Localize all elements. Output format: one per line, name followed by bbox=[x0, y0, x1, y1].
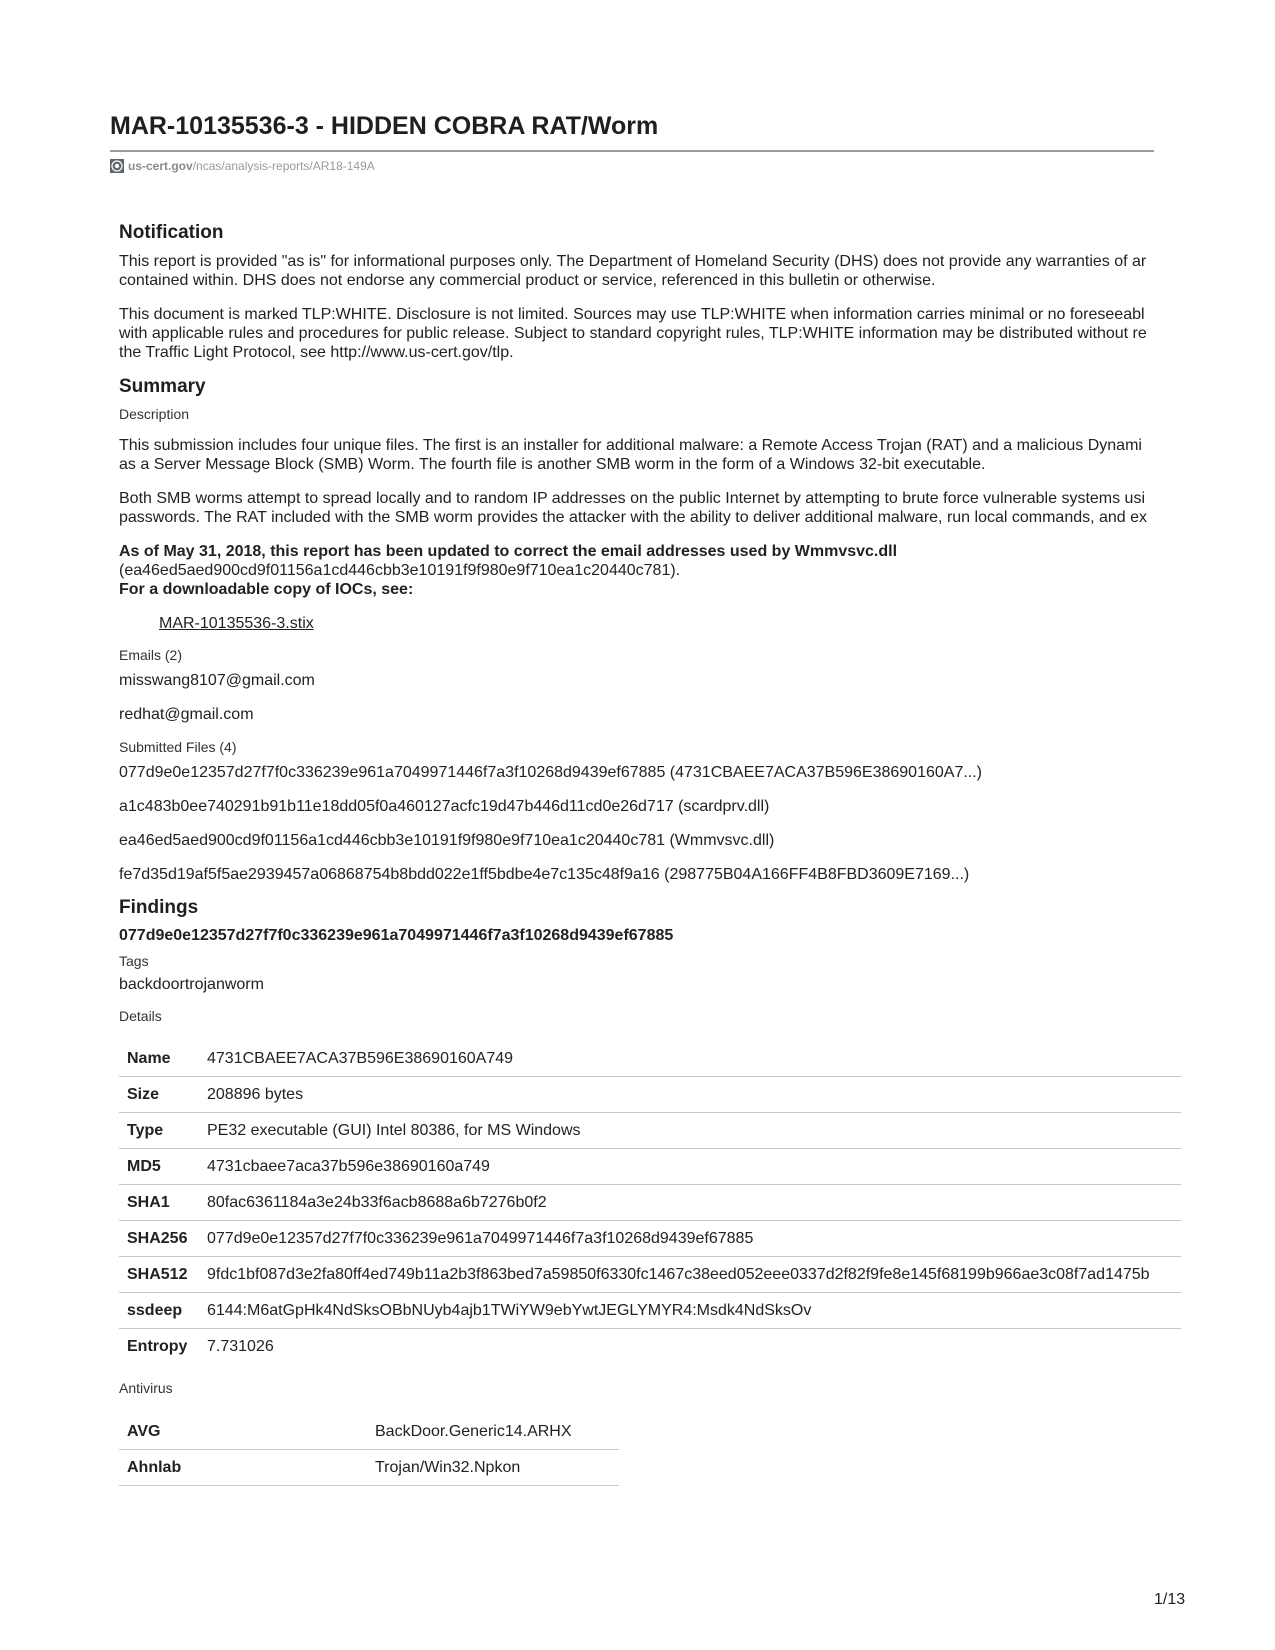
source-url[interactable] bbox=[110, 159, 375, 173]
detail-value: 9fdc1bf087d3e2fa80ff4ed749b11a2b3f863bed7a59850f6330fc1467c38eed052eee0337d2f82f9fe8e145f68199b966ae3c08f7ad1475b bbox=[199, 1257, 1181, 1293]
submitted-file-item: ea46ed5aed900cd9f01156a1cd446cbb3e10191f9f980e9f710ea1c20440c781 (Wmmvsvc.dll) bbox=[119, 832, 775, 849]
email-item: redhat@gmail.com bbox=[119, 706, 254, 723]
notification-text-line: This report is provided "as is" for informational purposes only. The Department of Homeland Security (DHS) does not provide any warranties of ar bbox=[119, 253, 1147, 270]
page-number: 1/13 bbox=[1154, 1591, 1186, 1608]
table-row bbox=[119, 1329, 1181, 1365]
table-row bbox=[119, 1257, 1181, 1293]
detail-key: SHA256 bbox=[119, 1221, 199, 1257]
detail-key: SHA1 bbox=[119, 1185, 199, 1221]
source-path: /ncas/analysis-reports/AR18-149A bbox=[192, 159, 375, 173]
tlp-text-line: the Traffic Light Protocol, see http://www.us-cert.gov/tlp. bbox=[119, 344, 514, 361]
table-row bbox=[119, 1149, 1181, 1185]
detail-value: 077d9e0e12357d27f7f0c336239e961a7049971446f7a3f10268d9439ef67885 bbox=[199, 1221, 1181, 1257]
detail-value: PE32 executable (GUI) Intel 80386, for MS Windows bbox=[199, 1113, 1181, 1149]
detail-key: Entropy bbox=[127, 1337, 188, 1355]
tags-value: backdoortrojanworm bbox=[119, 976, 264, 993]
table-row bbox=[119, 1293, 1181, 1329]
table-row bbox=[119, 1450, 619, 1486]
detail-key: SHA512 bbox=[119, 1257, 199, 1293]
notification-text-line: contained within. DHS does not endorse any commercial product or service, referenced in this bulletin or otherwise. bbox=[119, 272, 936, 289]
submitted-file-item: 077d9e0e12357d27f7f0c336239e961a7049971446f7a3f10268d9439ef67885 (4731CBAEE7ACA37B596E38690160A7...) bbox=[119, 764, 982, 781]
detail-value: 4731CBAEE7ACA37B596E38690160A749 bbox=[199, 1041, 1181, 1077]
antivirus-vendor: Ahnlab bbox=[119, 1450, 367, 1486]
submitted-file-item: fe7d35d19af5f5ae2939457a06868754b8bdd022e1ff5bdbe4e7c135c48f9a16 (298775B04A166FF4B8FBD3609E7169...) bbox=[119, 866, 970, 883]
update-notice: As of May 31, 2018, this report has been updated to correct the email addresses used by Wmmvsvc.dll bbox=[119, 543, 898, 560]
antivirus-table bbox=[119, 1414, 619, 1486]
description-label: Description bbox=[119, 406, 190, 422]
table-row bbox=[119, 1221, 1181, 1257]
table-row bbox=[119, 1041, 1181, 1077]
detail-key: Size bbox=[119, 1077, 199, 1113]
antivirus-result: BackDoor.Generic14.ARHX bbox=[367, 1414, 619, 1450]
update-hash: (ea46ed5aed900cd9f01156a1cd446cbb3e10191f9f980e9f710ea1c20440c781). bbox=[119, 562, 681, 579]
detail-value: 4731cbaee7aca37b596e38690160a749 bbox=[199, 1149, 1181, 1185]
notification-heading: Notification bbox=[119, 222, 224, 243]
details-table bbox=[119, 1041, 1181, 1364]
title-divider bbox=[110, 150, 1154, 152]
email-item: misswang8107@gmail.com bbox=[119, 672, 315, 689]
detail-key: Type bbox=[119, 1113, 199, 1149]
table-row bbox=[119, 1113, 1181, 1149]
finding-hash: 077d9e0e12357d27f7f0c336239e961a7049971446f7a3f10268d9439ef67885 bbox=[119, 927, 674, 944]
description-text-line: passwords. The RAT included with the SMB worm provides the attacker with the ability to deliver additional malware, run local commands, and ex bbox=[119, 509, 1148, 526]
submitted-file-item: a1c483b0ee740291b91b11e18dd05f0a460127acfc19d47b446d11cd0e26d717 (scardprv.dll) bbox=[119, 798, 770, 815]
ioc-copy-label: For a downloadable copy of IOCs, see: bbox=[119, 581, 414, 598]
antivirus-result: Trojan/Win32.Npkon bbox=[367, 1450, 619, 1486]
detail-value: 7.731026 bbox=[207, 1337, 274, 1355]
description-text-line: as a Server Message Block (SMB) Worm. The fourth file is another SMB worm in the form of a Windows 32-bit executable. bbox=[119, 456, 986, 473]
submitted-files-label: Submitted Files (4) bbox=[119, 739, 237, 755]
description-text-line: This submission includes four unique files. The first is an installer for additional malware: a Remote Access Trojan (RAT) and a malicious Dynami bbox=[119, 437, 1142, 454]
details-label: Details bbox=[119, 1008, 162, 1024]
detail-value: 6144:M6atGpHk4NdSksOBbNUyb4ajb1TWiYW9ebYwtJEGLYMYR4:Msdk4NdSksOv bbox=[199, 1293, 1181, 1329]
detail-key: MD5 bbox=[119, 1149, 199, 1185]
us-cert-seal-icon bbox=[110, 159, 124, 173]
table-row bbox=[119, 1185, 1181, 1221]
antivirus-vendor: AVG bbox=[119, 1414, 367, 1450]
detail-value: 208896 bytes bbox=[199, 1077, 1181, 1113]
stix-download-link[interactable]: MAR-10135536-3.stix bbox=[159, 615, 314, 632]
antivirus-label: Antivirus bbox=[119, 1380, 173, 1396]
emails-label: Emails (2) bbox=[119, 647, 183, 663]
tlp-text-line: This document is marked TLP:WHITE. Disclosure is not limited. Sources may use TLP:WHITE when information carries minimal or no foreseeabl bbox=[119, 306, 1145, 323]
detail-key: ssdeep bbox=[119, 1293, 199, 1329]
summary-heading: Summary bbox=[119, 376, 206, 397]
table-row bbox=[119, 1077, 1181, 1113]
report-content bbox=[119, 222, 1181, 1486]
page-title: MAR-10135536-3 - HIDDEN COBRA RAT/Worm bbox=[110, 112, 659, 140]
tags-label: Tags bbox=[119, 953, 149, 969]
findings-heading: Findings bbox=[119, 897, 199, 918]
detail-key: Name bbox=[119, 1041, 199, 1077]
source-domain: us-cert.gov bbox=[128, 159, 193, 173]
table-row bbox=[119, 1414, 619, 1450]
tlp-text-line: with applicable rules and procedures for public release. Subject to standard copyright rules, TLP:WHITE information may be distributed without re bbox=[119, 325, 1147, 342]
detail-value: 80fac6361184a3e24b33f6acb8688a6b7276b0f2 bbox=[199, 1185, 1181, 1221]
description-text-line: Both SMB worms attempt to spread locally and to random IP addresses on the public Internet by attempting to brute force vulnerable systems usi bbox=[119, 490, 1146, 507]
